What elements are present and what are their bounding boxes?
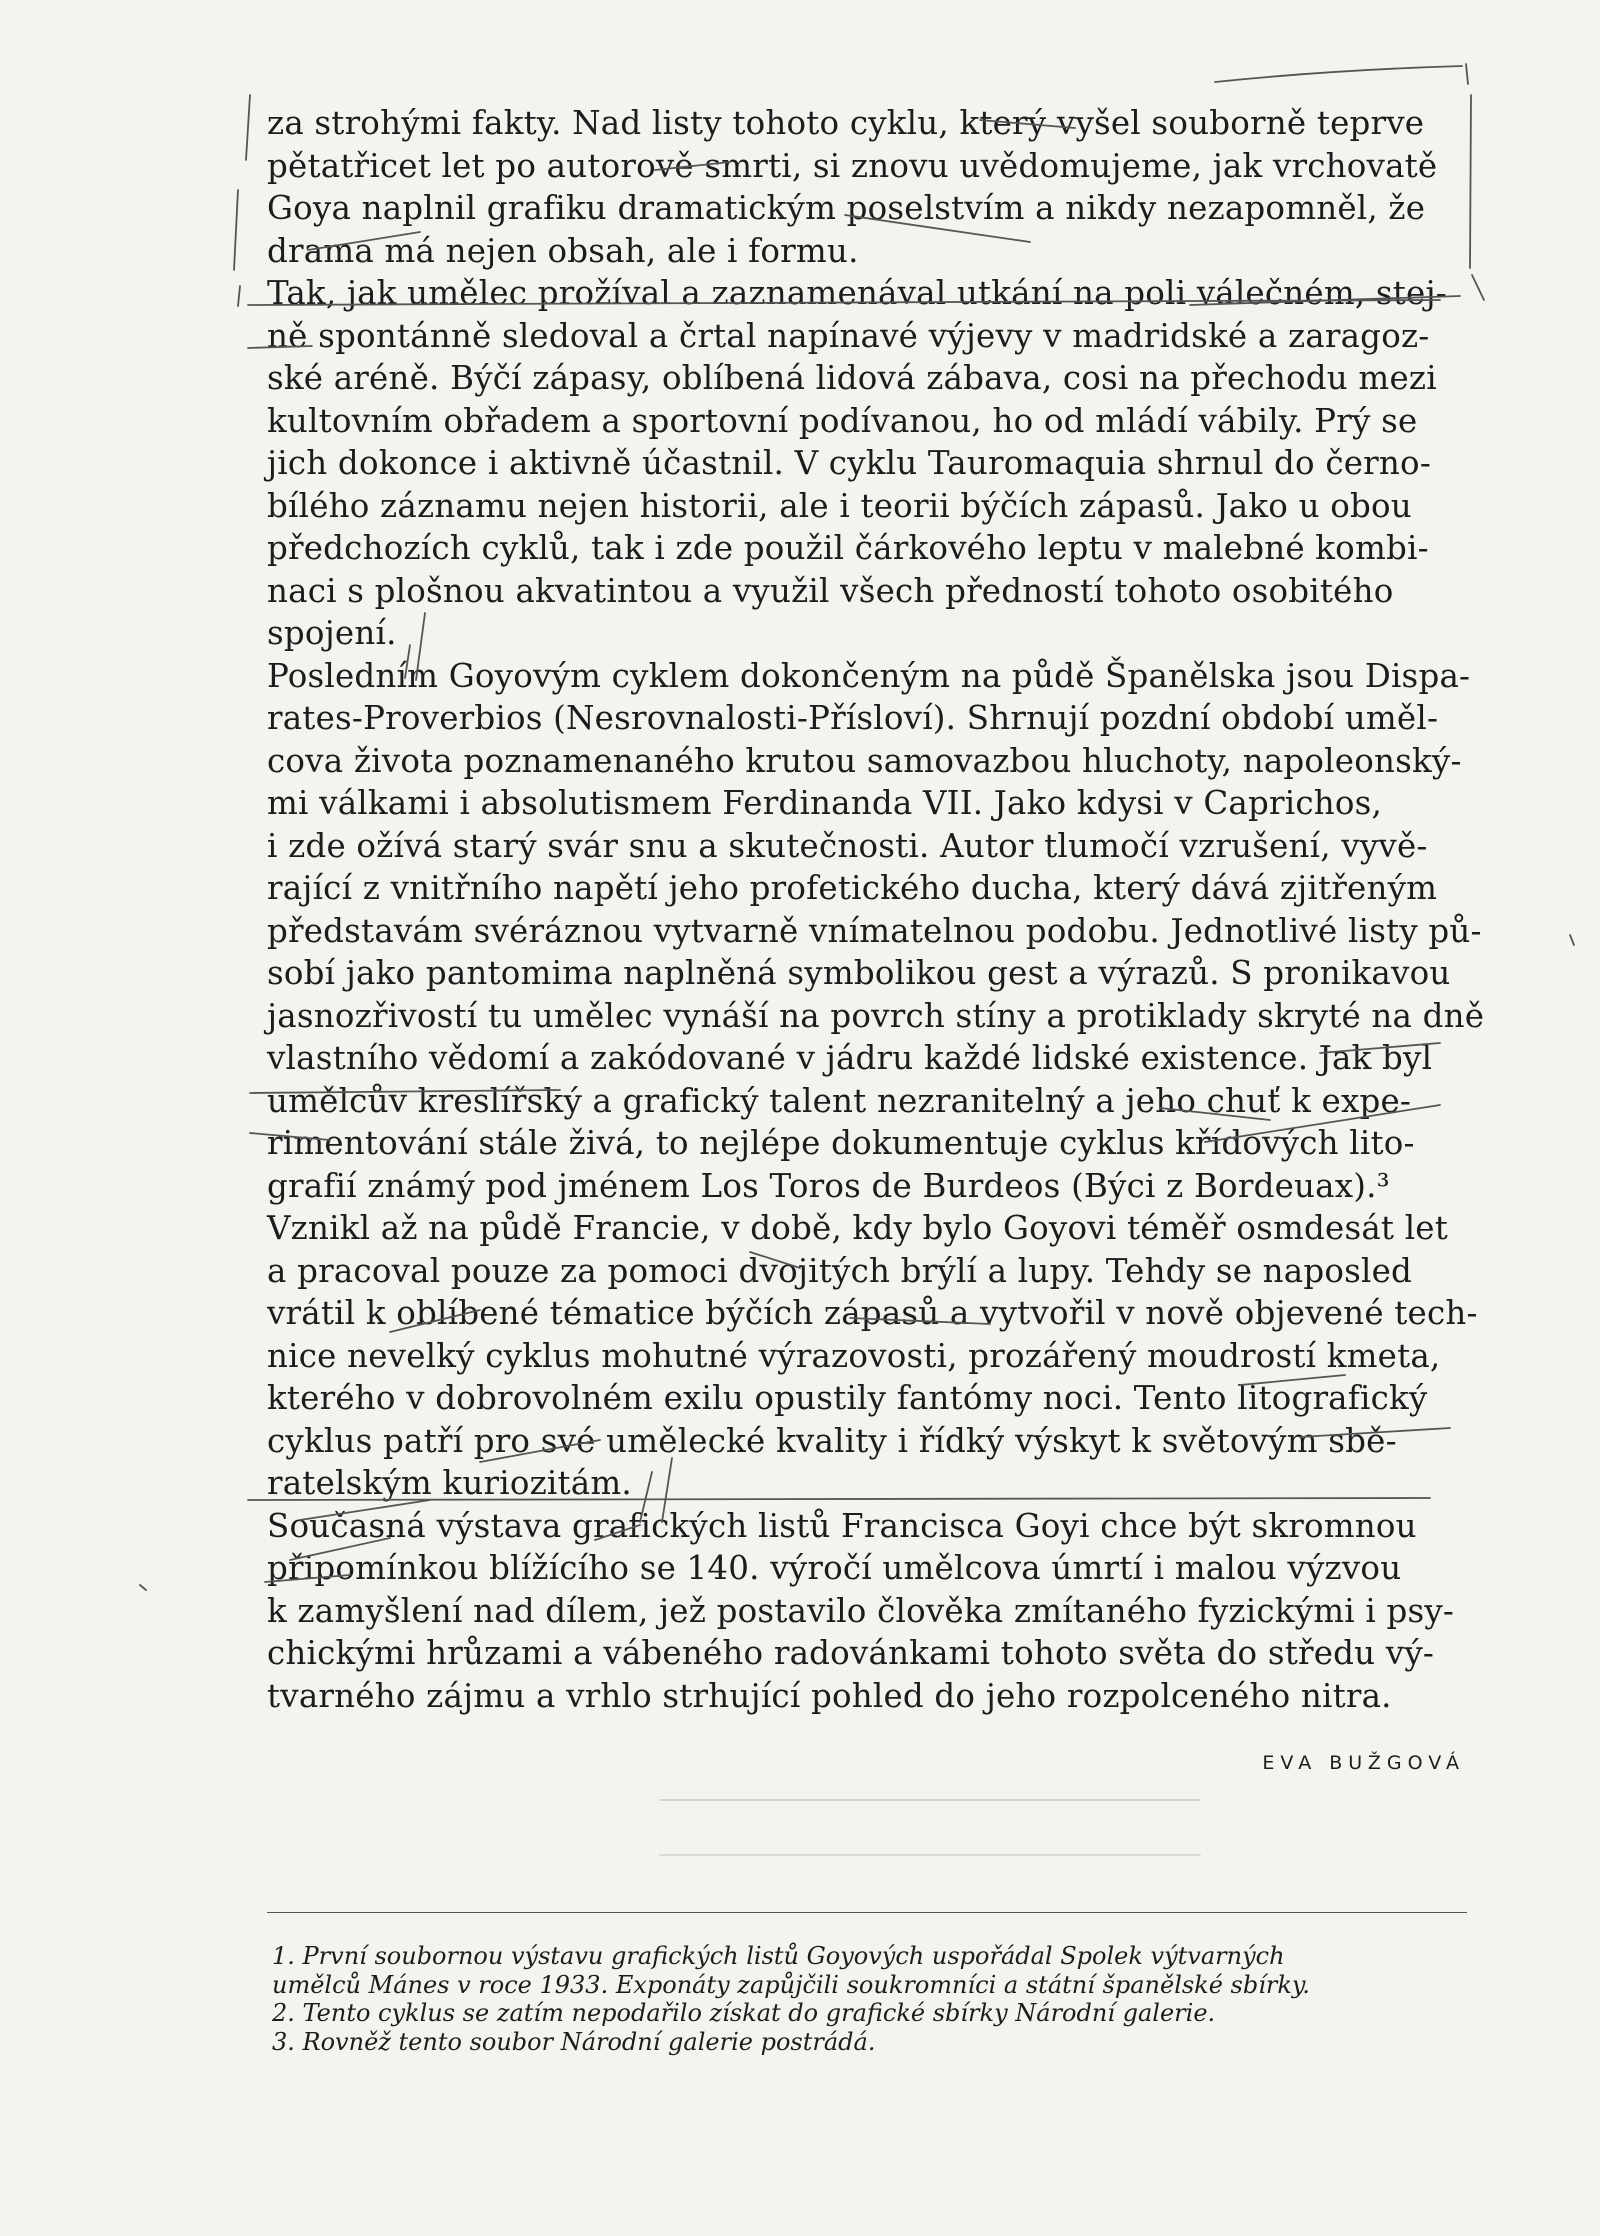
- text-line: bílého záznamu nejen historii, ale i teorii býčích zápasů. Jako u obou: [267, 486, 1412, 525]
- text-line: a pracoval pouze za pomoci dvojitých brýlí a lupy. Tehdy se naposled: [267, 1251, 1413, 1290]
- margin-bracket-mark: [246, 95, 250, 160]
- text-line: nice nevelký cyklus mohutné výrazovosti, prozářený moudrostí kmeta,: [267, 1336, 1441, 1375]
- text-line: rající z vnitřního napětí jeho profetického ducha, který dává zjitřeným: [267, 869, 1438, 907]
- text-line: rimentování stále živá, to nejlépe dokumentuje cyklus křídových lito-: [267, 1124, 1415, 1162]
- footnote-line: 2. Tento cyklus se zatím nepodařilo získat do grafické sbírky Národní galerie.: [272, 1999, 1216, 2027]
- text-line: Tak, jak umělec prožíval a zaznamenával utkání na poli válečném, stej-: [267, 274, 1447, 312]
- article-body: [267, 102, 1485, 1717]
- text-line: ratelským kuriozitám.: [267, 1464, 632, 1502]
- footnotes: [272, 1942, 1472, 2056]
- pencil-line-mark: [1215, 66, 1462, 82]
- footnote-line: 1. První soubornou výstavu grafických listů Goyových uspořádal Spolek výtvarných: [272, 1942, 1285, 1970]
- text-line: Goya naplnil grafiku dramatickým poselstvím a nikdy nezapomněl, že: [267, 189, 1426, 227]
- footnote-line: umělců Mánes v roce 1933. Exponáty zapůjčili soukromníci a státní španělské sbírky.: [272, 1970, 1310, 1999]
- text-line: cyklus patří pro své umělecké kvality i řídký výskyt k světovým sbě-: [267, 1421, 1397, 1460]
- text-line: Současná výstava grafických listů Francisca Goyi chce být skromnou: [267, 1506, 1417, 1545]
- text-line: připomínkou blížícího se 140. výročí umělcova úmrtí i malou výzvou: [267, 1549, 1402, 1587]
- footnote-line: 3. Rovněž tento soubor Národní galerie postrádá.: [272, 2027, 876, 2056]
- stray-mark: [1570, 935, 1574, 945]
- text-line: kultovním obřadem a sportovní podívanou, ho od mládí vábily. Prý se: [267, 401, 1418, 440]
- pencil-line-mark: [1472, 275, 1484, 300]
- text-line: jasnozřivostí tu umělec vynáší na povrch stíny a protiklady skryté na dně: [267, 996, 1485, 1035]
- text-line: i zde ožívá starý svár snu a skutečnosti. Autor tlumočí vzrušení, vyvě-: [267, 826, 1428, 865]
- margin-bracket-mark: [238, 286, 240, 306]
- text-line: Posledním Goyovým cyklem dokončeným na půdě Španělska jsou Dispa-: [267, 656, 1471, 695]
- text-line: rates-Proverbios (Nesrovnalosti-Přísloví). Shrnují pozdní období uměl-: [267, 699, 1439, 737]
- text-line: spojení.: [267, 614, 397, 652]
- text-line: Vznikl až na půdě Francie, v době, kdy bylo Goyovi téměř osmdesát let: [267, 1209, 1448, 1247]
- text-line: chickými hrůzami a vábeného radovánkami tohoto světa do středu vý-: [267, 1634, 1435, 1672]
- text-line: vlastního vědomí a zakódované v jádru každé lidské existence. Jak byl: [267, 1039, 1433, 1077]
- pencil-line-mark: [1470, 95, 1471, 268]
- text-line: k zamyšlení nad dílem, jež postavilo člověka zmítaného fyzickými i psy-: [267, 1591, 1455, 1630]
- text-line: grafií známý pod jménem Los Toros de Burdeos (Býci z Bordeuax).³: [267, 1166, 1390, 1205]
- author-signature: EVA BUŽGOVÁ: [1262, 1752, 1465, 1774]
- text-line: drama má nejen obsah, ale i formu.: [267, 231, 859, 270]
- text-line: tvarného zájmu a vrhlo strhující pohled do jeho rozpolceného nitra.: [267, 1676, 1392, 1715]
- text-line: za strohými fakty. Nad listy tohoto cyklu, který vyšel souborně teprve: [267, 104, 1425, 142]
- text-line: naci s plošnou akvatintou a využil všech předností tohoto osobitého: [267, 571, 1394, 610]
- text-line: vrátil k oblíbené tématice býčích zápasů a vytvořil v nově objevené tech-: [267, 1294, 1478, 1332]
- text-line: pětatřicet let po autorově smrti, si znovu uvědomujeme, jak vrchovatě: [267, 146, 1438, 185]
- text-line: jich dokonce i aktivně účastnil. V cyklu Tauromaquia shrnul do černo-: [267, 444, 1431, 482]
- stray-mark: [140, 1585, 146, 1590]
- text-line: cova života poznamenaného krutou samovazbou hluchoty, napoleonský-: [267, 741, 1462, 780]
- margin-bracket-mark: [234, 190, 238, 270]
- text-line: sobí jako pantomima naplněná symbolikou gest a výrazů. S pronikavou: [267, 954, 1451, 992]
- text-line: předchozích cyklů, tak i zde použil čárkového leptu v malebné kombi-: [267, 529, 1429, 567]
- text-line: ně spontánně sledoval a črtal napínavé výjevy v madridské a zaragoz-: [267, 316, 1430, 355]
- text-line: umělcův kreslířský a grafický talent nezranitelný a jeho chuť k expe-: [267, 1081, 1412, 1120]
- text-line: kterého v dobrovolném exilu opustily fantómy noci. Tento litografický: [267, 1379, 1428, 1417]
- footnote-divider: [267, 1912, 1467, 1913]
- text-line: představám svéráznou vytvarně vnímatelnou podobu. Jednotlivé listy pů-: [267, 911, 1482, 950]
- pencil-line-mark: [1466, 64, 1468, 84]
- text-line: ské aréně. Býčí zápasy, oblíbená lidová zábava, cosi na přechodu mezi: [267, 359, 1437, 397]
- text-line: mi válkami i absolutismem Ferdinanda VII. Jako kdysi v Caprichos,: [267, 784, 1383, 822]
